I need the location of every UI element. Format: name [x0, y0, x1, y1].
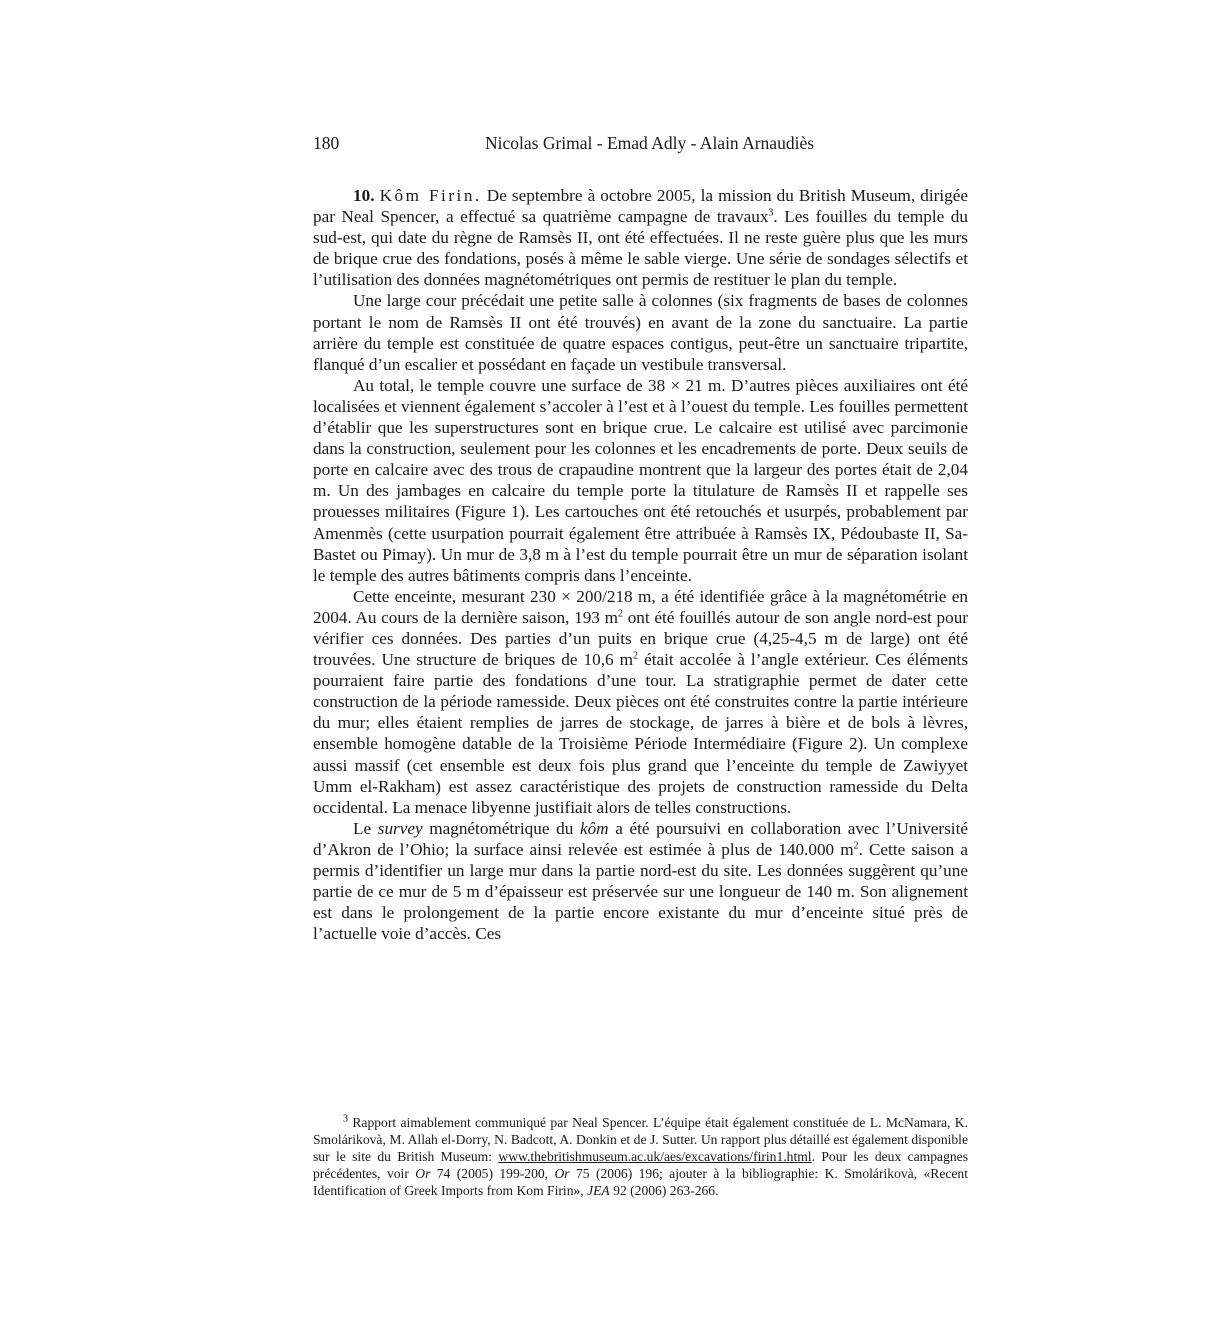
footnote-text: 92 (2006) 263-266. [609, 1183, 719, 1198]
main-text [313, 185, 968, 944]
paragraph-text: . Les fouilles du temple du sud-est, qui date du règne de Ramsès II, ont été effectuées. Il ne reste guère plus que les murs de brique crue des fondations, posés à même le sable vierge. Une série de sondages sélectifs et l’utilisation des données magnétométriques ont permis de restituer le plan du temple. [313, 207, 968, 290]
journal-abbrev: JEA [587, 1183, 610, 1198]
page-number: 180 [313, 133, 340, 153]
section-number: 10. [353, 186, 375, 205]
paragraph-text: était accolée à l’angle extérieur. Ces éléments pourraient faire partie des fondations d’une tour. La stratigraphie permet de dater cette construction de la période ramesside. Deux pièces ont été construites contre la partie intérieure du mur; elles étaient remplies de jarres de stockage, de jarres à bière et de bols à lèvres, ensemble homogène datable de la Troisième Période Intermédiaire (Figure 2). Un complexe aussi massif (cet ensemble est deux fois plus grand que l’enceinte du temple de Zawiyyet Umm el-Rakham) est assez caractéristique des projets de construction ramesside du Delta occidental. La menace libyenne justifiait alors de telles constructions. [313, 650, 969, 817]
section-title: Kôm Firin. [379, 186, 482, 205]
italic-term: survey [377, 818, 423, 838]
footnotes [313, 1114, 968, 1199]
paragraph-text: . Cette saison a permis d’identifier un large mur dans la partie nord-est du site. Les données suggèrent qu’une partie de ce mur de 5 m d’épaisseur est préservée sur une longueur de 140 m. Son alignement est dans le prolongement de la partie encore existante du mur d’enceinte situé près de l’actuelle voie d’accès. Ces [313, 839, 968, 944]
paragraph-5 [313, 818, 968, 945]
superscript: 2 [618, 608, 623, 620]
italic-term: kôm [579, 818, 609, 838]
page-header [313, 133, 968, 157]
paragraph-3: Au total, le temple couvre une surface de 38 × 21 m. D’autres pièces auxiliaires ont été localisées et viennent également s’accoler à l’est et à l’ouest du temple. Les fouilles permettent d’établir que les superstructures sont en brique crue. Le calcaire est utilisé avec parcimonie dans la construction, seulement pour les colonnes et les encadrements de porte. Deux seuils de porte en calcaire avec des trous de crapaudine montrent que la largeur des portes était de 2,04 m. Un des jambages en calcaire du temple porte la titulature de Ramsès II et rappelle ses prouesses militaires (Figure 1). Les cartouches ont été retouchés et usurpés, probablement par Amenmès (cette usurpation pourrait également être attribuée à Ramsès IX, Pédoubaste II, Sa-Bastet ou Pimay). Un mur de 3,8 m à l’est du temple pourrait être un mur de séparation isolant le temple des autres bâtiments compris dans l’enceinte. [313, 375, 968, 585]
footnote-ref[interactable]: 3 [768, 207, 774, 219]
journal-abbrev: Or [415, 1166, 431, 1181]
footnote-text: . Pour les deux campagnes précédentes, voir [313, 1149, 968, 1181]
paragraph-2: Une large cour précédait une petite salle à colonnes (six fragments de bases de colonnes portant le nom de Ramsès II ont été trouvés) en avant de la zone du sanctuaire. La partie arrière du temple est constituée de quatre espaces contigus, peut-être un sanctuaire tripartite, flanqué d’un escalier et possédant en façade un vestibule transversal. [313, 291, 968, 374]
british-museum-link[interactable]: www.thebritishmuseum.ac.uk/aes/excavations/firin1.html [498, 1149, 812, 1164]
footnote-3 [313, 1114, 968, 1199]
paragraph-text: a été poursuivi en collaboration avec l’Université d’Akron de l’Ohio; la surface ainsi relevée est estimée à plus de 140.000 m [313, 818, 968, 859]
footnote-text: Rapport aimablement communiqué par Neal Spencer. L’équipe était également constituée de L. McNamara, K. Smolárikovà, M. Allah el-Dorry, N. Badcott, A. Donkin et de J. Sutter. Un rapport plus détaillé est également disponible sur le site du British Museum: [313, 1115, 968, 1164]
running-head: Nicolas Grimal - Emad Adly - Alain Arnaudiès [484, 133, 815, 153]
paragraph-text: De septembre à octobre 2005, la mission du British Museum, dirigée par Neal Spencer, a effectué sa quatrième campagne de travaux [313, 186, 969, 227]
superscript: 2 [633, 650, 639, 662]
paragraph-4 [313, 586, 968, 818]
footnote-text: 75 (2006) 196; ajouter à la bibliographie: K. Smolárikovà, «Recent Identification of Greek Imports from Kom Firin», [313, 1166, 969, 1198]
paragraph-text: Cette enceinte, mesurant 230 × 200/218 m, a été identifiée grâce à la magnétométrie en 2004. Au cours de la dernière saison, 193 m [313, 586, 968, 627]
paragraph-text: magnétométrique du [422, 818, 580, 838]
footnote-marker: 3 [343, 1113, 348, 1125]
footnote-text: 74 (2005) 199-200, [430, 1166, 555, 1181]
paragraph-text: ont été fouillés autour de son angle nord-est pour vérifier ces données. Des parties d’un puits en brique crue (4,25-4,5 m de large) ont été trouvées. Une structure de briques de 10,6 m [313, 607, 969, 670]
journal-abbrev: Or [554, 1166, 570, 1181]
paragraph-text: Le [353, 818, 378, 838]
paragraph-1 [313, 185, 968, 290]
superscript: 2 [853, 840, 859, 852]
